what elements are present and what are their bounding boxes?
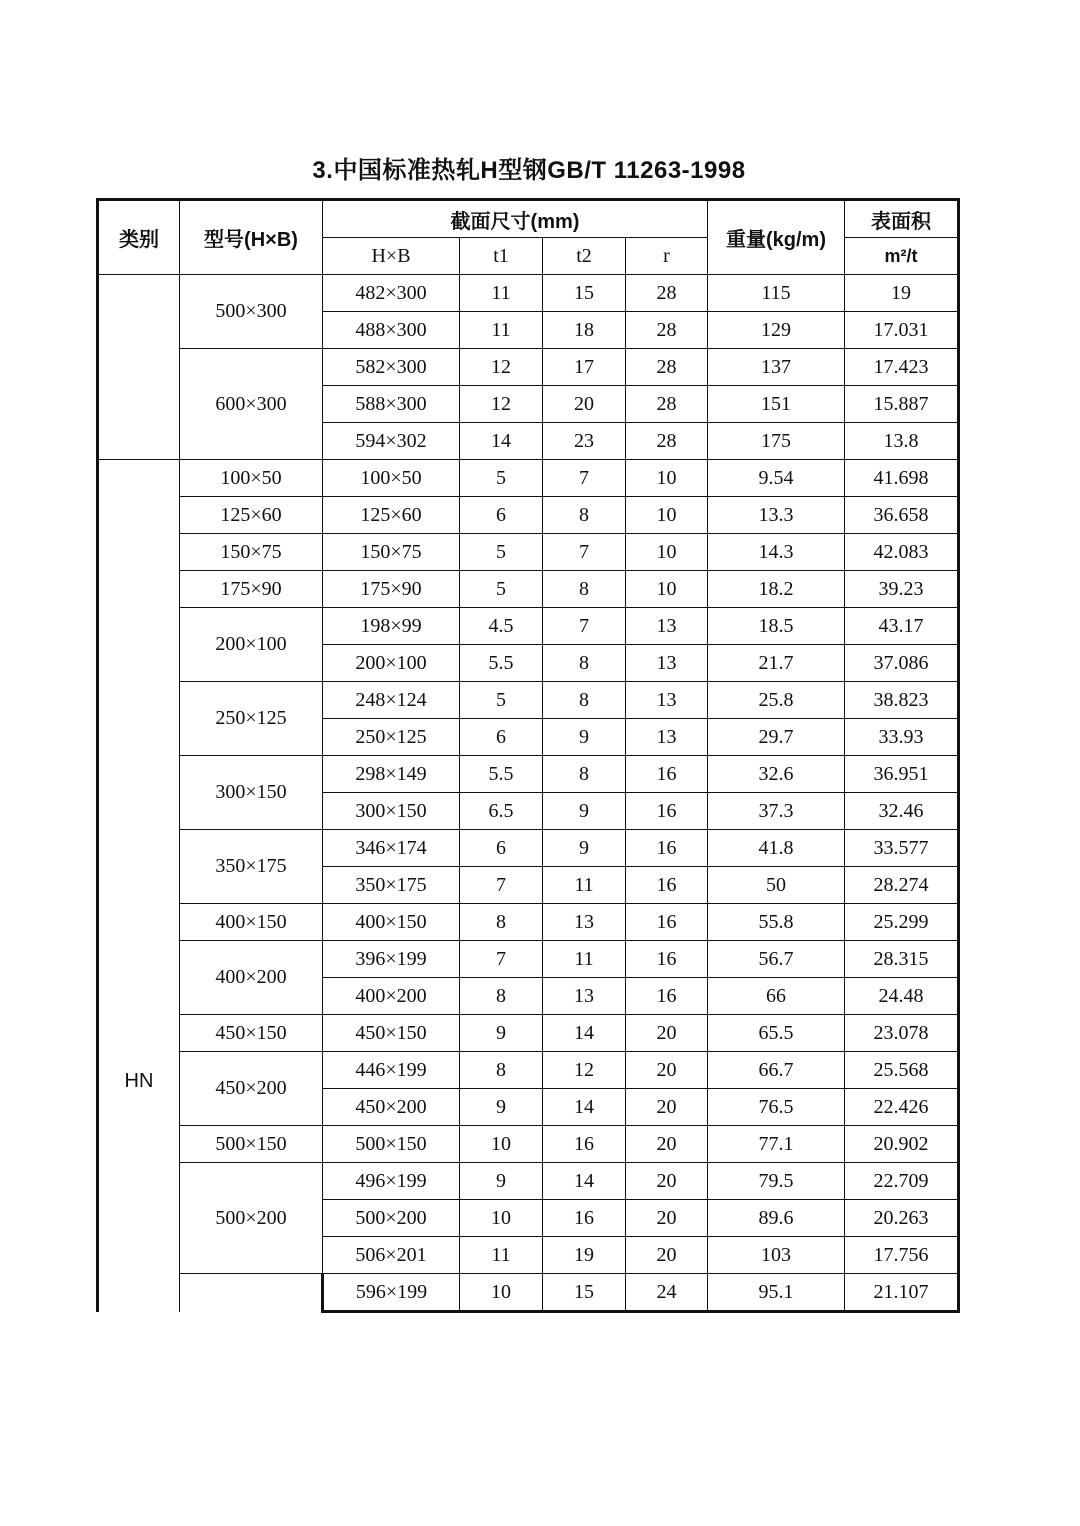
cell-t1: 14 [460,423,543,460]
cell-r: 20 [626,1163,708,1200]
cell-weight: 56.7 [708,941,845,978]
cell-weight: 76.5 [708,1089,845,1126]
cell-surface-area: 32.46 [845,793,959,830]
cell-r: 13 [626,682,708,719]
cell-r: 24 [626,1274,708,1312]
cell-r: 13 [626,719,708,756]
cell-t1: 9 [460,1089,543,1126]
cell-model: 125×60 [180,497,323,534]
cell-t1: 8 [460,1052,543,1089]
table-row [98,497,959,534]
cell-r: 20 [626,1126,708,1163]
cell-weight: 21.7 [708,645,845,682]
cell-t2: 14 [543,1089,626,1126]
cell-t1: 5 [460,571,543,608]
cell-surface-area: 17.756 [845,1237,959,1274]
cell-category: HN [98,460,180,1312]
cell-model: 175×90 [180,571,323,608]
cell-weight: 103 [708,1237,845,1274]
cell-r: 28 [626,386,708,423]
cell-t1: 8 [460,904,543,941]
cell-weight: 65.5 [708,1015,845,1052]
header-category: 类别 [98,200,180,275]
cell-hb: 125×60 [323,497,460,534]
header-section-dimensions: 截面尺寸(mm) [323,200,708,238]
cell-hb: 100×50 [323,460,460,497]
cell-r: 16 [626,830,708,867]
header-hb: H×B [323,238,460,275]
cell-t2: 14 [543,1163,626,1200]
cell-t2: 8 [543,497,626,534]
cell-r: 16 [626,904,708,941]
table-row [98,571,959,608]
cell-weight: 95.1 [708,1274,845,1312]
cell-t1: 12 [460,386,543,423]
cell-weight: 13.3 [708,497,845,534]
cell-hb: 450×200 [323,1089,460,1126]
cell-surface-area: 19 [845,275,959,312]
table-row [98,1163,959,1200]
cell-surface-area: 39.23 [845,571,959,608]
cell-model: 200×100 [180,608,323,682]
table-row [98,1274,959,1312]
cell-surface-area: 22.709 [845,1163,959,1200]
table-row [98,682,959,719]
cell-surface-area: 38.823 [845,682,959,719]
h-beam-spec-table [96,198,960,1313]
cell-r: 10 [626,571,708,608]
cell-model: 150×75 [180,534,323,571]
cell-hb: 346×174 [323,830,460,867]
cell-surface-area: 36.951 [845,756,959,793]
cell-t1: 6.5 [460,793,543,830]
cell-r: 28 [626,423,708,460]
table-row [98,1126,959,1163]
cell-hb: 506×201 [323,1237,460,1274]
cell-weight: 41.8 [708,830,845,867]
cell-r: 13 [626,645,708,682]
cell-t1: 8 [460,978,543,1015]
cell-model: 400×200 [180,941,323,1015]
cell-t1: 9 [460,1015,543,1052]
table-row [98,349,959,386]
cell-weight: 151 [708,386,845,423]
cell-hb: 582×300 [323,349,460,386]
cell-weight: 29.7 [708,719,845,756]
cell-surface-area: 22.426 [845,1089,959,1126]
cell-hb: 200×100 [323,645,460,682]
cell-weight: 14.3 [708,534,845,571]
cell-t2: 8 [543,682,626,719]
cell-model: 500×150 [180,1126,323,1163]
cell-surface-area: 17.031 [845,312,959,349]
cell-t1: 5 [460,460,543,497]
cell-model: 500×200 [180,1163,323,1274]
cell-weight: 79.5 [708,1163,845,1200]
cell-weight: 115 [708,275,845,312]
cell-weight: 18.2 [708,571,845,608]
cell-surface-area: 33.93 [845,719,959,756]
table-row [98,275,959,312]
cell-model: 450×200 [180,1052,323,1126]
cell-r: 28 [626,275,708,312]
cell-surface-area: 25.568 [845,1052,959,1089]
cell-weight: 32.6 [708,756,845,793]
cell-t1: 10 [460,1126,543,1163]
cell-t2: 7 [543,460,626,497]
cell-weight: 137 [708,349,845,386]
cell-hb: 248×124 [323,682,460,719]
cell-t2: 17 [543,349,626,386]
cell-r: 16 [626,941,708,978]
cell-t2: 7 [543,534,626,571]
cell-t1: 6 [460,719,543,756]
cell-weight: 77.1 [708,1126,845,1163]
cell-surface-area: 42.083 [845,534,959,571]
cell-hb: 596×199 [323,1274,460,1312]
cell-t1: 11 [460,275,543,312]
cell-r: 10 [626,497,708,534]
cell-t1: 5 [460,534,543,571]
cell-surface-area: 21.107 [845,1274,959,1312]
cell-model: 500×300 [180,275,323,349]
cell-model [180,1274,323,1312]
table-row [98,1015,959,1052]
cell-weight: 55.8 [708,904,845,941]
header-weight: 重量(kg/m) [708,200,845,275]
cell-weight: 175 [708,423,845,460]
cell-t2: 13 [543,978,626,1015]
cell-t2: 14 [543,1015,626,1052]
document-title: 3.中国标准热轧H型钢GB/T 11263-1998 [312,157,746,184]
cell-hb: 400×150 [323,904,460,941]
cell-t2: 20 [543,386,626,423]
header-r: r [626,238,708,275]
cell-r: 10 [626,534,708,571]
cell-hb: 350×175 [323,867,460,904]
cell-hb: 250×125 [323,719,460,756]
cell-t1: 9 [460,1163,543,1200]
header-surface-area: 表面积 [845,200,959,238]
cell-r: 20 [626,1089,708,1126]
table-body [98,275,959,1312]
cell-hb: 198×99 [323,608,460,645]
cell-r: 28 [626,312,708,349]
table-row [98,1052,959,1089]
cell-t1: 4.5 [460,608,543,645]
cell-t1: 11 [460,1237,543,1274]
cell-hb: 396×199 [323,941,460,978]
cell-surface-area: 33.577 [845,830,959,867]
cell-hb: 450×150 [323,1015,460,1052]
cell-hb: 500×200 [323,1200,460,1237]
cell-weight: 37.3 [708,793,845,830]
cell-t2: 13 [543,904,626,941]
cell-hb: 150×75 [323,534,460,571]
cell-weight: 50 [708,867,845,904]
cell-t2: 8 [543,571,626,608]
cell-hb: 588×300 [323,386,460,423]
cell-hb: 500×150 [323,1126,460,1163]
cell-surface-area: 24.48 [845,978,959,1015]
cell-surface-area: 41.698 [845,460,959,497]
cell-r: 10 [626,460,708,497]
header-t1: t1 [460,238,543,275]
cell-r: 16 [626,978,708,1015]
cell-hb: 594×302 [323,423,460,460]
cell-t2: 11 [543,941,626,978]
cell-weight: 25.8 [708,682,845,719]
cell-r: 20 [626,1015,708,1052]
cell-surface-area: 36.658 [845,497,959,534]
cell-category [98,275,180,460]
cell-t1: 5.5 [460,756,543,793]
cell-t2: 7 [543,608,626,645]
cell-t1: 5.5 [460,645,543,682]
cell-surface-area: 20.263 [845,1200,959,1237]
header-surface-unit: m²/t [845,238,959,275]
cell-t2: 11 [543,867,626,904]
cell-hb: 298×149 [323,756,460,793]
cell-t2: 16 [543,1200,626,1237]
cell-model: 300×150 [180,756,323,830]
cell-surface-area: 15.887 [845,386,959,423]
cell-t2: 8 [543,756,626,793]
table-row [98,756,959,793]
cell-t1: 6 [460,497,543,534]
cell-surface-area: 25.299 [845,904,959,941]
cell-t2: 9 [543,719,626,756]
cell-t1: 11 [460,312,543,349]
cell-t2: 15 [543,1274,626,1312]
cell-t2: 15 [543,275,626,312]
cell-hb: 446×199 [323,1052,460,1089]
table-row [98,941,959,978]
table-row [98,830,959,867]
header-model: 型号(H×B) [180,200,323,275]
cell-t1: 10 [460,1200,543,1237]
header-t2: t2 [543,238,626,275]
cell-surface-area: 23.078 [845,1015,959,1052]
cell-weight: 9.54 [708,460,845,497]
cell-model: 350×175 [180,830,323,904]
cell-surface-area: 17.423 [845,349,959,386]
cell-weight: 66.7 [708,1052,845,1089]
cell-r: 28 [626,349,708,386]
cell-surface-area: 13.8 [845,423,959,460]
cell-t2: 18 [543,312,626,349]
cell-t2: 12 [543,1052,626,1089]
cell-surface-area: 28.274 [845,867,959,904]
cell-t1: 7 [460,941,543,978]
cell-weight: 18.5 [708,608,845,645]
cell-t1: 12 [460,349,543,386]
cell-r: 20 [626,1052,708,1089]
cell-weight: 89.6 [708,1200,845,1237]
cell-surface-area: 43.17 [845,608,959,645]
cell-hb: 175×90 [323,571,460,608]
cell-model: 400×150 [180,904,323,941]
cell-t1: 7 [460,867,543,904]
cell-surface-area: 28.315 [845,941,959,978]
cell-t2: 9 [543,830,626,867]
cell-model: 600×300 [180,349,323,460]
table-row [98,904,959,941]
cell-hb: 400×200 [323,978,460,1015]
cell-hb: 496×199 [323,1163,460,1200]
table-row [98,608,959,645]
cell-model: 100×50 [180,460,323,497]
cell-model: 450×150 [180,1015,323,1052]
cell-weight: 129 [708,312,845,349]
cell-t2: 8 [543,645,626,682]
cell-t2: 9 [543,793,626,830]
cell-t1: 10 [460,1274,543,1312]
cell-t1: 6 [460,830,543,867]
cell-r: 20 [626,1200,708,1237]
cell-r: 16 [626,793,708,830]
table-row [98,534,959,571]
cell-r: 20 [626,1237,708,1274]
cell-model: 250×125 [180,682,323,756]
cell-t2: 19 [543,1237,626,1274]
cell-surface-area: 20.902 [845,1126,959,1163]
cell-surface-area: 37.086 [845,645,959,682]
cell-r: 16 [626,756,708,793]
cell-weight: 66 [708,978,845,1015]
cell-r: 16 [626,867,708,904]
cell-r: 13 [626,608,708,645]
cell-t2: 23 [543,423,626,460]
table-row [98,460,959,497]
cell-t1: 5 [460,682,543,719]
cell-t2: 16 [543,1126,626,1163]
cell-hb: 488×300 [323,312,460,349]
cell-hb: 300×150 [323,793,460,830]
cell-hb: 482×300 [323,275,460,312]
